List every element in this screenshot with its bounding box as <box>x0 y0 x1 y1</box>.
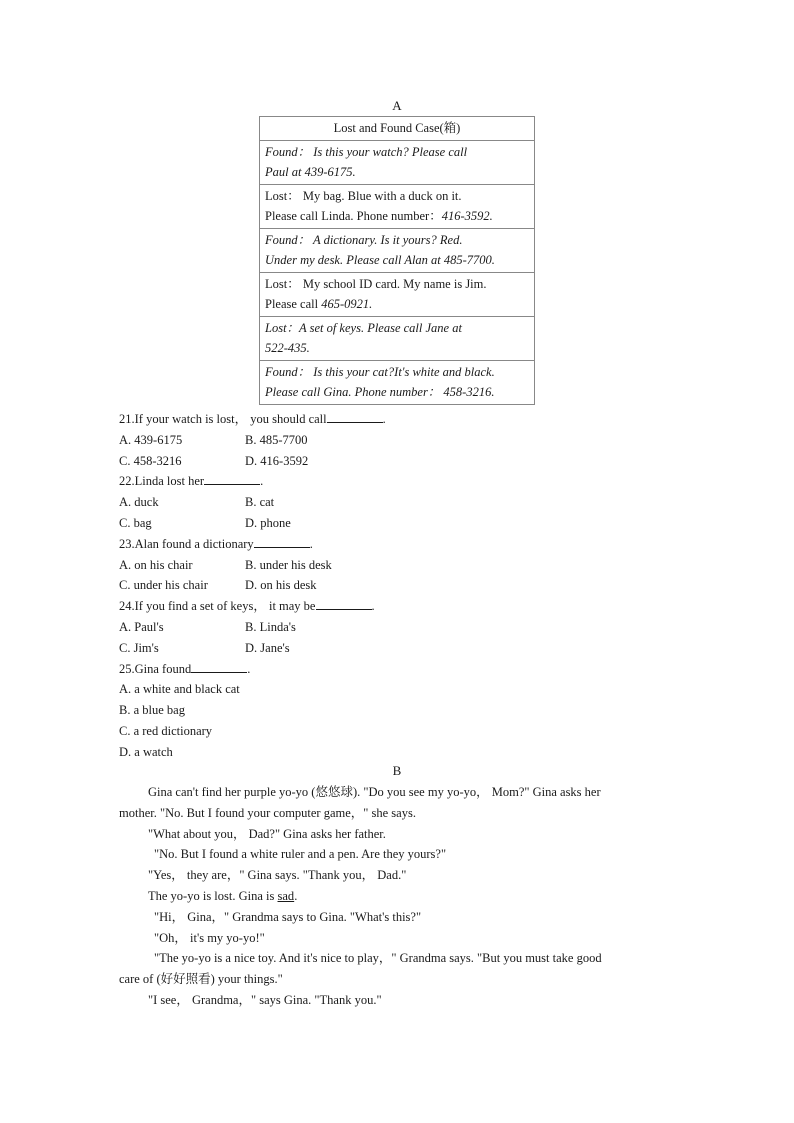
section-b-heading: B <box>392 763 402 778</box>
entry-line: Found： Is this your cat?It's white and black. <box>265 364 495 379</box>
option-row <box>119 451 679 472</box>
option: D. phone <box>245 515 291 530</box>
option: B. 485-7700 <box>245 432 308 447</box>
entry-line: Found： A dictionary. Is it yours? Red. <box>265 232 463 247</box>
paragraph: "Oh， it's my yo-yo!" <box>154 930 265 945</box>
question-stem <box>119 409 679 430</box>
option: D. a watch <box>119 744 173 759</box>
paragraph: "Yes， they are，" Gina says. "Thank you， Dad." <box>148 868 407 883</box>
option: C. bag <box>119 515 152 530</box>
stem-text: 23.Alan found a dictionary <box>119 536 254 551</box>
option-row <box>119 617 679 638</box>
option-row <box>119 575 679 596</box>
stem-end: . <box>371 599 375 614</box>
answer-blank <box>254 535 310 548</box>
table-entry <box>260 184 535 228</box>
underlined-word: sad <box>277 888 295 903</box>
option: C. a red dictionary <box>119 723 213 738</box>
option: D. 416-3592 <box>245 453 309 468</box>
option-row <box>119 555 679 576</box>
stem-end: . <box>247 661 251 676</box>
table-entry <box>260 316 535 360</box>
option: A. on his chair <box>119 557 193 572</box>
reading-passage <box>119 782 664 1011</box>
table-entry <box>260 272 535 316</box>
stem-end: . <box>309 536 313 551</box>
entry-line <box>265 206 529 227</box>
question-stem <box>119 596 679 617</box>
entry-line: Under my desk. Please call Alan at 485-7700. <box>265 253 495 267</box>
stem-text: 25.Gina found <box>119 661 192 676</box>
paragraph: "Hi， Gina，" Grandma says to Gina. "What's this?" <box>154 909 422 924</box>
option: B. a blue bag <box>119 703 185 718</box>
option: A. 439-6175 <box>119 432 183 447</box>
entry-text: Please call Linda. Phone number： <box>265 209 442 223</box>
option: A. a white and black cat <box>119 682 240 697</box>
option-row <box>119 492 679 513</box>
option-row <box>119 742 679 763</box>
entry-line: Lost： My school ID card. My name is Jim. <box>265 276 487 291</box>
stem-text: 24.If you find a set of keys， it may be <box>119 599 316 614</box>
paragraph <box>119 886 664 907</box>
entry-line <box>265 294 529 315</box>
paragraph-continued: mother. "No. But I found your computer game，" she says. <box>119 805 416 820</box>
table-title: Lost and Found Case(箱) <box>260 117 535 141</box>
option: A. duck <box>119 495 159 510</box>
question-stem <box>119 471 679 492</box>
option: C. 458-3216 <box>119 453 182 468</box>
option: B. under his desk <box>245 557 332 572</box>
entry-line: Paul at 439-6175. <box>265 165 356 179</box>
entry-text: Please call <box>265 297 322 311</box>
paragraph: "What about you， Dad?" Gina asks her father. <box>148 826 386 841</box>
paragraph: "The yo-yo is a nice toy. And it's nice to play，" Grandma says. "But you must take good <box>154 951 602 966</box>
answer-blank <box>327 410 383 423</box>
option-row <box>119 700 679 721</box>
lost-and-found-table <box>259 116 535 405</box>
table-entry <box>260 228 535 272</box>
entry-line: Please call Gina. Phone number： 458-3216. <box>265 385 495 399</box>
option-row <box>119 513 679 534</box>
question-stem <box>119 534 679 555</box>
entry-line: 522-435. <box>265 341 310 355</box>
option: C. under his chair <box>119 578 208 593</box>
stem-text: 21.If your watch is lost， you should call <box>119 412 327 426</box>
paragraph: "No. But I found a white ruler and a pen. Are they yours?" <box>154 847 447 862</box>
stem-text: 22.Linda lost her <box>119 474 205 489</box>
option-row <box>119 638 679 659</box>
table-entry <box>260 140 535 184</box>
phone-number: 416-3592. <box>441 209 493 223</box>
phone-number: 465-0921. <box>321 297 373 311</box>
option: B. cat <box>245 495 275 510</box>
option: D. Jane's <box>245 640 290 655</box>
option-row <box>119 430 679 451</box>
text: The yo-yo is lost. Gina is <box>148 888 278 903</box>
table-entry <box>260 360 535 404</box>
option-row <box>119 679 679 700</box>
option-row <box>119 721 679 742</box>
entry-line: Found： Is this your watch? Please call <box>265 144 468 159</box>
option: D. on his desk <box>245 578 317 593</box>
section-a-heading: A <box>392 98 402 113</box>
paragraph: "I see， Grandma，" says Gina. "Thank you." <box>148 992 382 1007</box>
option: B. Linda's <box>245 619 296 634</box>
entry-line: Lost： My bag. Blue with a duck on it. <box>265 188 462 203</box>
answer-blank <box>316 597 372 610</box>
answer-blank <box>191 660 247 673</box>
paragraph-continued: care of (好好照看) your things." <box>119 972 283 987</box>
option: A. Paul's <box>119 619 164 634</box>
text: . <box>294 888 298 903</box>
answer-blank <box>204 472 260 485</box>
question-stem <box>119 659 679 680</box>
stem-end: . <box>260 474 264 489</box>
stem-end: . <box>382 412 386 426</box>
entry-line: Lost：A set of keys. Please call Jane at <box>265 320 462 335</box>
question-list <box>119 409 679 763</box>
paragraph: Gina can't find her purple yo-yo (悠悠球). "Do you see my yo-yo， Mom?" Gina asks her <box>148 785 601 799</box>
option: C. Jim's <box>119 640 159 655</box>
